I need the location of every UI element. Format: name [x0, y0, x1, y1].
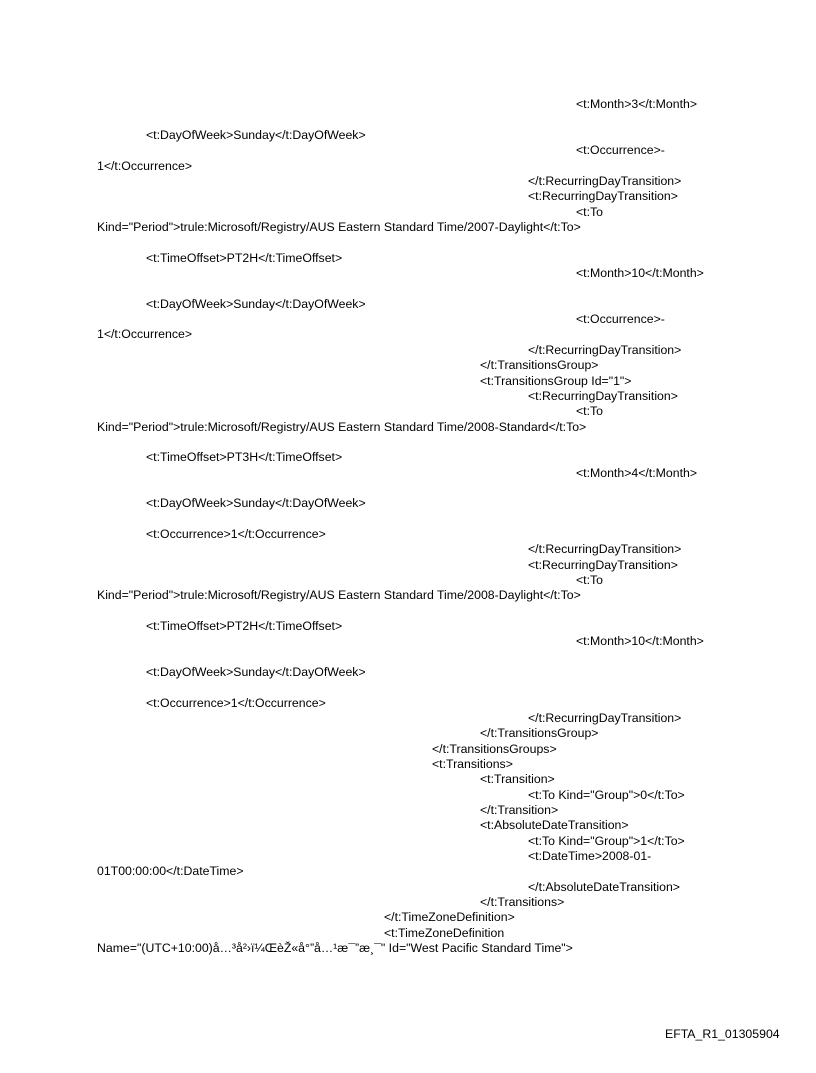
xml-line: <t:To Kind="Group">1</t:To> [528, 834, 685, 848]
xml-line: <t:To [576, 205, 604, 219]
xml-line: <t:DayOfWeek>Sunday</t:DayOfWeek> [146, 297, 366, 311]
document-id-footer: EFTA_R1_01305904 [665, 1027, 780, 1041]
xml-line: <t:To Kind="Group">0</t:To> [528, 788, 685, 802]
xml-line: </t:AbsoluteDateTransition> [528, 880, 680, 894]
xml-line: </t:RecurringDayTransition> [528, 542, 682, 556]
xml-line: <t:TimeZoneDefinition [384, 926, 505, 940]
xml-line: <t:RecurringDayTransition> [528, 558, 678, 572]
xml-line: <t:RecurringDayTransition> [528, 389, 678, 403]
xml-line: </t:Transition> [480, 803, 559, 817]
xml-line: <t:DayOfWeek>Sunday</t:DayOfWeek> [146, 128, 366, 142]
xml-line: <t:TransitionsGroup Id="1"> [480, 374, 632, 388]
xml-line: <t:RecurringDayTransition> [528, 189, 678, 203]
xml-line: <t:Occurrence>- [576, 312, 665, 326]
xml-line: </t:RecurringDayTransition> [528, 711, 682, 725]
xml-line: 1</t:Occurrence> [97, 327, 193, 341]
xml-line: </t:TransitionsGroup> [480, 358, 599, 372]
xml-line: <t:Month>4</t:Month> [576, 466, 697, 480]
xml-line: <t:Month>10</t:Month> [576, 634, 704, 648]
xml-line: <t:DayOfWeek>Sunday</t:DayOfWeek> [146, 665, 366, 679]
xml-line: <t:Occurrence>- [576, 143, 665, 157]
xml-line: <t:Month>10</t:Month> [576, 266, 704, 280]
xml-line: <t:Occurrence>1</t:Occurrence> [146, 696, 326, 710]
xml-line: <t:DateTime>2008-01- [528, 849, 652, 863]
xml-line: 01T00:00:00</t:DateTime> [97, 864, 244, 878]
xml-line: <t:AbsoluteDateTransition> [480, 818, 629, 832]
xml-line: <t:TimeOffset>PT2H</t:TimeOffset> [146, 251, 343, 265]
xml-line: Kind="Period">trule:Microsoft/Registry/AUS Eastern Standard Time/2007-Daylight</t:To> [97, 220, 581, 234]
xml-line: </t:Transitions> [480, 895, 565, 909]
xml-line: </t:TransitionsGroups> [432, 742, 557, 756]
xml-line: <t:TimeOffset>PT3H</t:TimeOffset> [146, 450, 343, 464]
xml-line: </t:RecurringDayTransition> [528, 174, 682, 188]
xml-line: <t:Transition> [480, 772, 555, 786]
xml-line: Kind="Period">trule:Microsoft/Registry/AUS Eastern Standard Time/2008-Daylight</t:To> [97, 588, 581, 602]
xml-line: <t:To [576, 573, 604, 587]
xml-line: 1</t:Occurrence> [97, 159, 193, 173]
xml-line: </t:RecurringDayTransition> [528, 343, 682, 357]
xml-line: Kind="Period">trule:Microsoft/Registry/AUS Eastern Standard Time/2008-Standard</t:To> [97, 420, 587, 434]
xml-line: <t:To [576, 404, 604, 418]
xml-line: </t:TimeZoneDefinition> [384, 910, 515, 924]
xml-line: Name="(UTC+10:00)å…³å²›ï¼ŒèŽ«å°”å…¹æ¯”æ¸¯" Id="West Pacific Standard Time"> [97, 941, 573, 955]
xml-line: </t:TransitionsGroup> [480, 726, 599, 740]
xml-line: <t:TimeOffset>PT2H</t:TimeOffset> [146, 619, 343, 633]
xml-line: <t:DayOfWeek>Sunday</t:DayOfWeek> [146, 496, 366, 510]
xml-line: <t:Month>3</t:Month> [576, 97, 697, 111]
xml-line: <t:Transitions> [432, 757, 513, 771]
xml-line: <t:Occurrence>1</t:Occurrence> [146, 527, 326, 541]
